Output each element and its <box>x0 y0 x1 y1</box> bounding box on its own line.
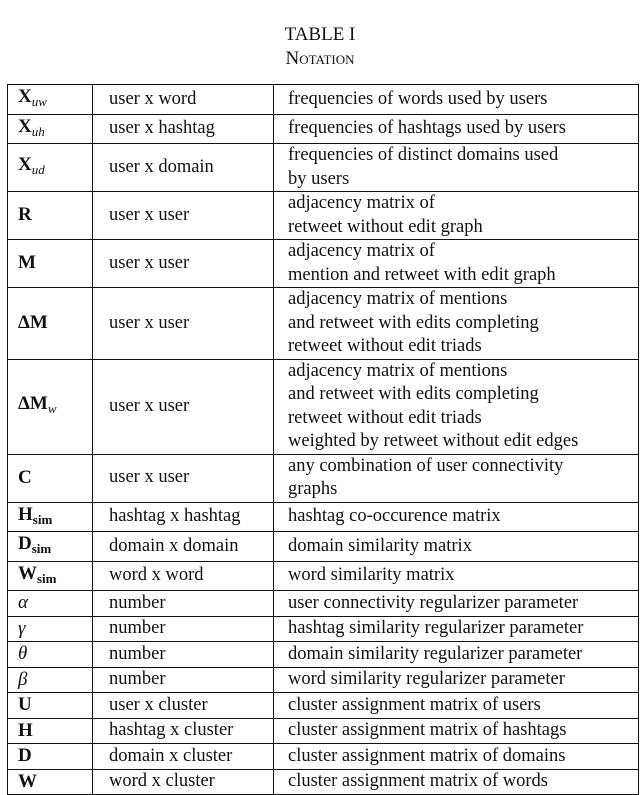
symbol-cell <box>8 144 93 192</box>
description-cell <box>274 192 639 240</box>
table-row <box>8 667 639 693</box>
symbol: M <box>18 252 36 274</box>
symbol: ΔM <box>18 393 48 415</box>
symbol: H <box>18 503 33 525</box>
description-cell <box>274 454 639 502</box>
notation-table <box>7 84 639 795</box>
dimension-cell: user x word <box>93 85 274 115</box>
description-line: cluster assignment matrix of hashtags <box>288 720 567 740</box>
symbol: C <box>18 466 32 488</box>
description-cell <box>274 616 639 642</box>
description-cell <box>274 769 639 795</box>
dimension-cell: domain x domain <box>93 532 274 562</box>
table-row <box>8 144 639 192</box>
symbol-cell <box>8 454 93 502</box>
table-row <box>8 114 639 144</box>
description-cell <box>274 693 639 719</box>
table-title: Notation <box>285 48 355 69</box>
description-line: any combination of user connectivity <box>288 455 564 476</box>
symbol: R <box>18 204 32 226</box>
symbol-cell <box>8 192 93 240</box>
table-row <box>8 532 639 562</box>
table-row <box>8 642 639 668</box>
dimension-cell: user x user <box>93 288 274 360</box>
table-row <box>8 769 639 795</box>
table-row <box>8 502 639 532</box>
symbol-cell <box>8 616 93 642</box>
dimension-cell: word x word <box>93 561 274 591</box>
description-cell <box>274 114 639 144</box>
description-line: graphs <box>288 479 338 499</box>
description-cell <box>274 288 639 360</box>
symbol: D <box>18 745 32 766</box>
symbol: X <box>18 154 32 176</box>
symbol-cell <box>8 359 93 454</box>
symbol-subscript: ud <box>31 162 45 178</box>
symbol-cell <box>8 561 93 591</box>
dimension-cell: user x user <box>93 192 274 240</box>
description-line: weighted by retweet without edit edges <box>288 431 579 451</box>
dimension-cell: number <box>93 616 274 642</box>
symbol: X <box>18 86 32 107</box>
description-line: domain similarity regularizer parameter <box>288 643 583 664</box>
table-row <box>8 85 639 115</box>
symbol-cell <box>8 591 93 617</box>
dimension-cell: user x hashtag <box>93 114 274 144</box>
symbol-subscript: uh <box>31 123 45 139</box>
table-row <box>8 693 639 719</box>
description-line: and retweet with edits completing <box>288 312 539 333</box>
symbol-cell <box>8 288 93 360</box>
table-row <box>8 561 639 591</box>
description-line: retweet without edit graph <box>288 216 483 237</box>
description-line: cluster assignment matrix of domains <box>288 745 566 766</box>
dimension-cell: user x user <box>93 359 274 454</box>
symbol: α <box>18 592 28 613</box>
description-line: hashtag co-occurence matrix <box>288 506 501 526</box>
symbol: θ <box>18 643 28 664</box>
description-cell <box>274 667 639 693</box>
description-line: mention and retweet with edit graph <box>288 264 556 285</box>
symbol: γ <box>18 617 26 639</box>
dimension-cell: word x cluster <box>93 769 274 795</box>
symbol-subscript: w <box>47 401 57 417</box>
symbol-cell <box>8 667 93 693</box>
symbol: H <box>18 719 33 741</box>
description-line: adjacency matrix of <box>288 241 435 261</box>
symbol-cell <box>8 532 93 562</box>
table-row <box>8 288 639 360</box>
description-cell <box>274 718 639 744</box>
description-line: adjacency matrix of <box>288 193 435 213</box>
symbol-cell <box>8 85 93 115</box>
description-line: retweet without edit triads <box>288 407 482 428</box>
description-line: and retweet with edits completing <box>288 384 539 404</box>
symbol-cell <box>8 502 93 532</box>
description-line: frequencies of distinct domains used <box>288 145 559 165</box>
symbol: β <box>18 668 28 690</box>
dimension-cell: user x user <box>93 240 274 288</box>
table-row <box>8 240 639 288</box>
symbol: U <box>18 694 32 715</box>
description-line: cluster assignment matrix of users <box>288 694 541 715</box>
table-row <box>8 591 639 617</box>
symbol-cell <box>8 769 93 795</box>
table-row <box>8 718 639 744</box>
table-row <box>8 744 639 770</box>
symbol: ΔM <box>18 312 48 333</box>
description-line: hashtag similarity regularizer parameter <box>288 618 584 638</box>
dimension-cell: user x cluster <box>93 693 274 719</box>
table-label: TABLE I <box>284 24 356 45</box>
description-line: frequencies of hashtags used by users <box>288 118 566 138</box>
symbol-subscript: sim <box>31 541 52 556</box>
symbol-subscript: sim <box>37 570 57 586</box>
description-cell <box>274 561 639 591</box>
dimension-cell: user x user <box>93 454 274 502</box>
description-line: cluster assignment matrix of words <box>288 771 548 791</box>
symbol-cell <box>8 693 93 719</box>
description-line: user connectivity regularizer parameter <box>288 592 579 613</box>
symbol-cell <box>8 718 93 744</box>
symbol: X <box>18 115 32 137</box>
symbol-cell <box>8 240 93 288</box>
symbol: D <box>18 533 32 554</box>
description-cell <box>274 359 639 454</box>
dimension-cell: number <box>93 591 274 617</box>
dimension-cell: number <box>93 667 274 693</box>
description-cell <box>274 85 639 115</box>
description-line: by users <box>288 168 350 189</box>
description-cell <box>274 744 639 770</box>
description-cell <box>274 144 639 192</box>
table-row <box>8 359 639 454</box>
symbol-cell <box>8 744 93 770</box>
table-row <box>8 454 639 502</box>
description-line: frequencies of words used by users <box>288 88 548 109</box>
description-line: word similarity matrix <box>288 565 455 585</box>
table-row <box>8 616 639 642</box>
dimension-cell: number <box>93 642 274 668</box>
symbol-subscript: sim <box>32 511 53 527</box>
description-cell <box>274 532 639 562</box>
description-line: retweet without edit triads <box>288 336 482 356</box>
symbol-cell <box>8 114 93 144</box>
dimension-cell: hashtag x cluster <box>93 718 274 744</box>
description-cell <box>274 502 639 532</box>
dimension-cell: domain x cluster <box>93 744 274 770</box>
description-cell <box>274 642 639 668</box>
description-cell <box>274 591 639 617</box>
symbol: W <box>18 770 37 792</box>
symbol-cell <box>8 642 93 668</box>
dimension-cell: user x domain <box>93 144 274 192</box>
description-cell <box>274 240 639 288</box>
symbol: W <box>18 562 37 584</box>
description-line: adjacency matrix of mentions <box>288 289 508 309</box>
description-line: word similarity regularizer parameter <box>288 669 565 689</box>
description-line: adjacency matrix of mentions <box>288 360 508 381</box>
table-row <box>8 192 639 240</box>
description-line: domain similarity matrix <box>288 535 472 556</box>
dimension-cell: hashtag x hashtag <box>93 502 274 532</box>
symbol-subscript: uw <box>31 94 47 109</box>
